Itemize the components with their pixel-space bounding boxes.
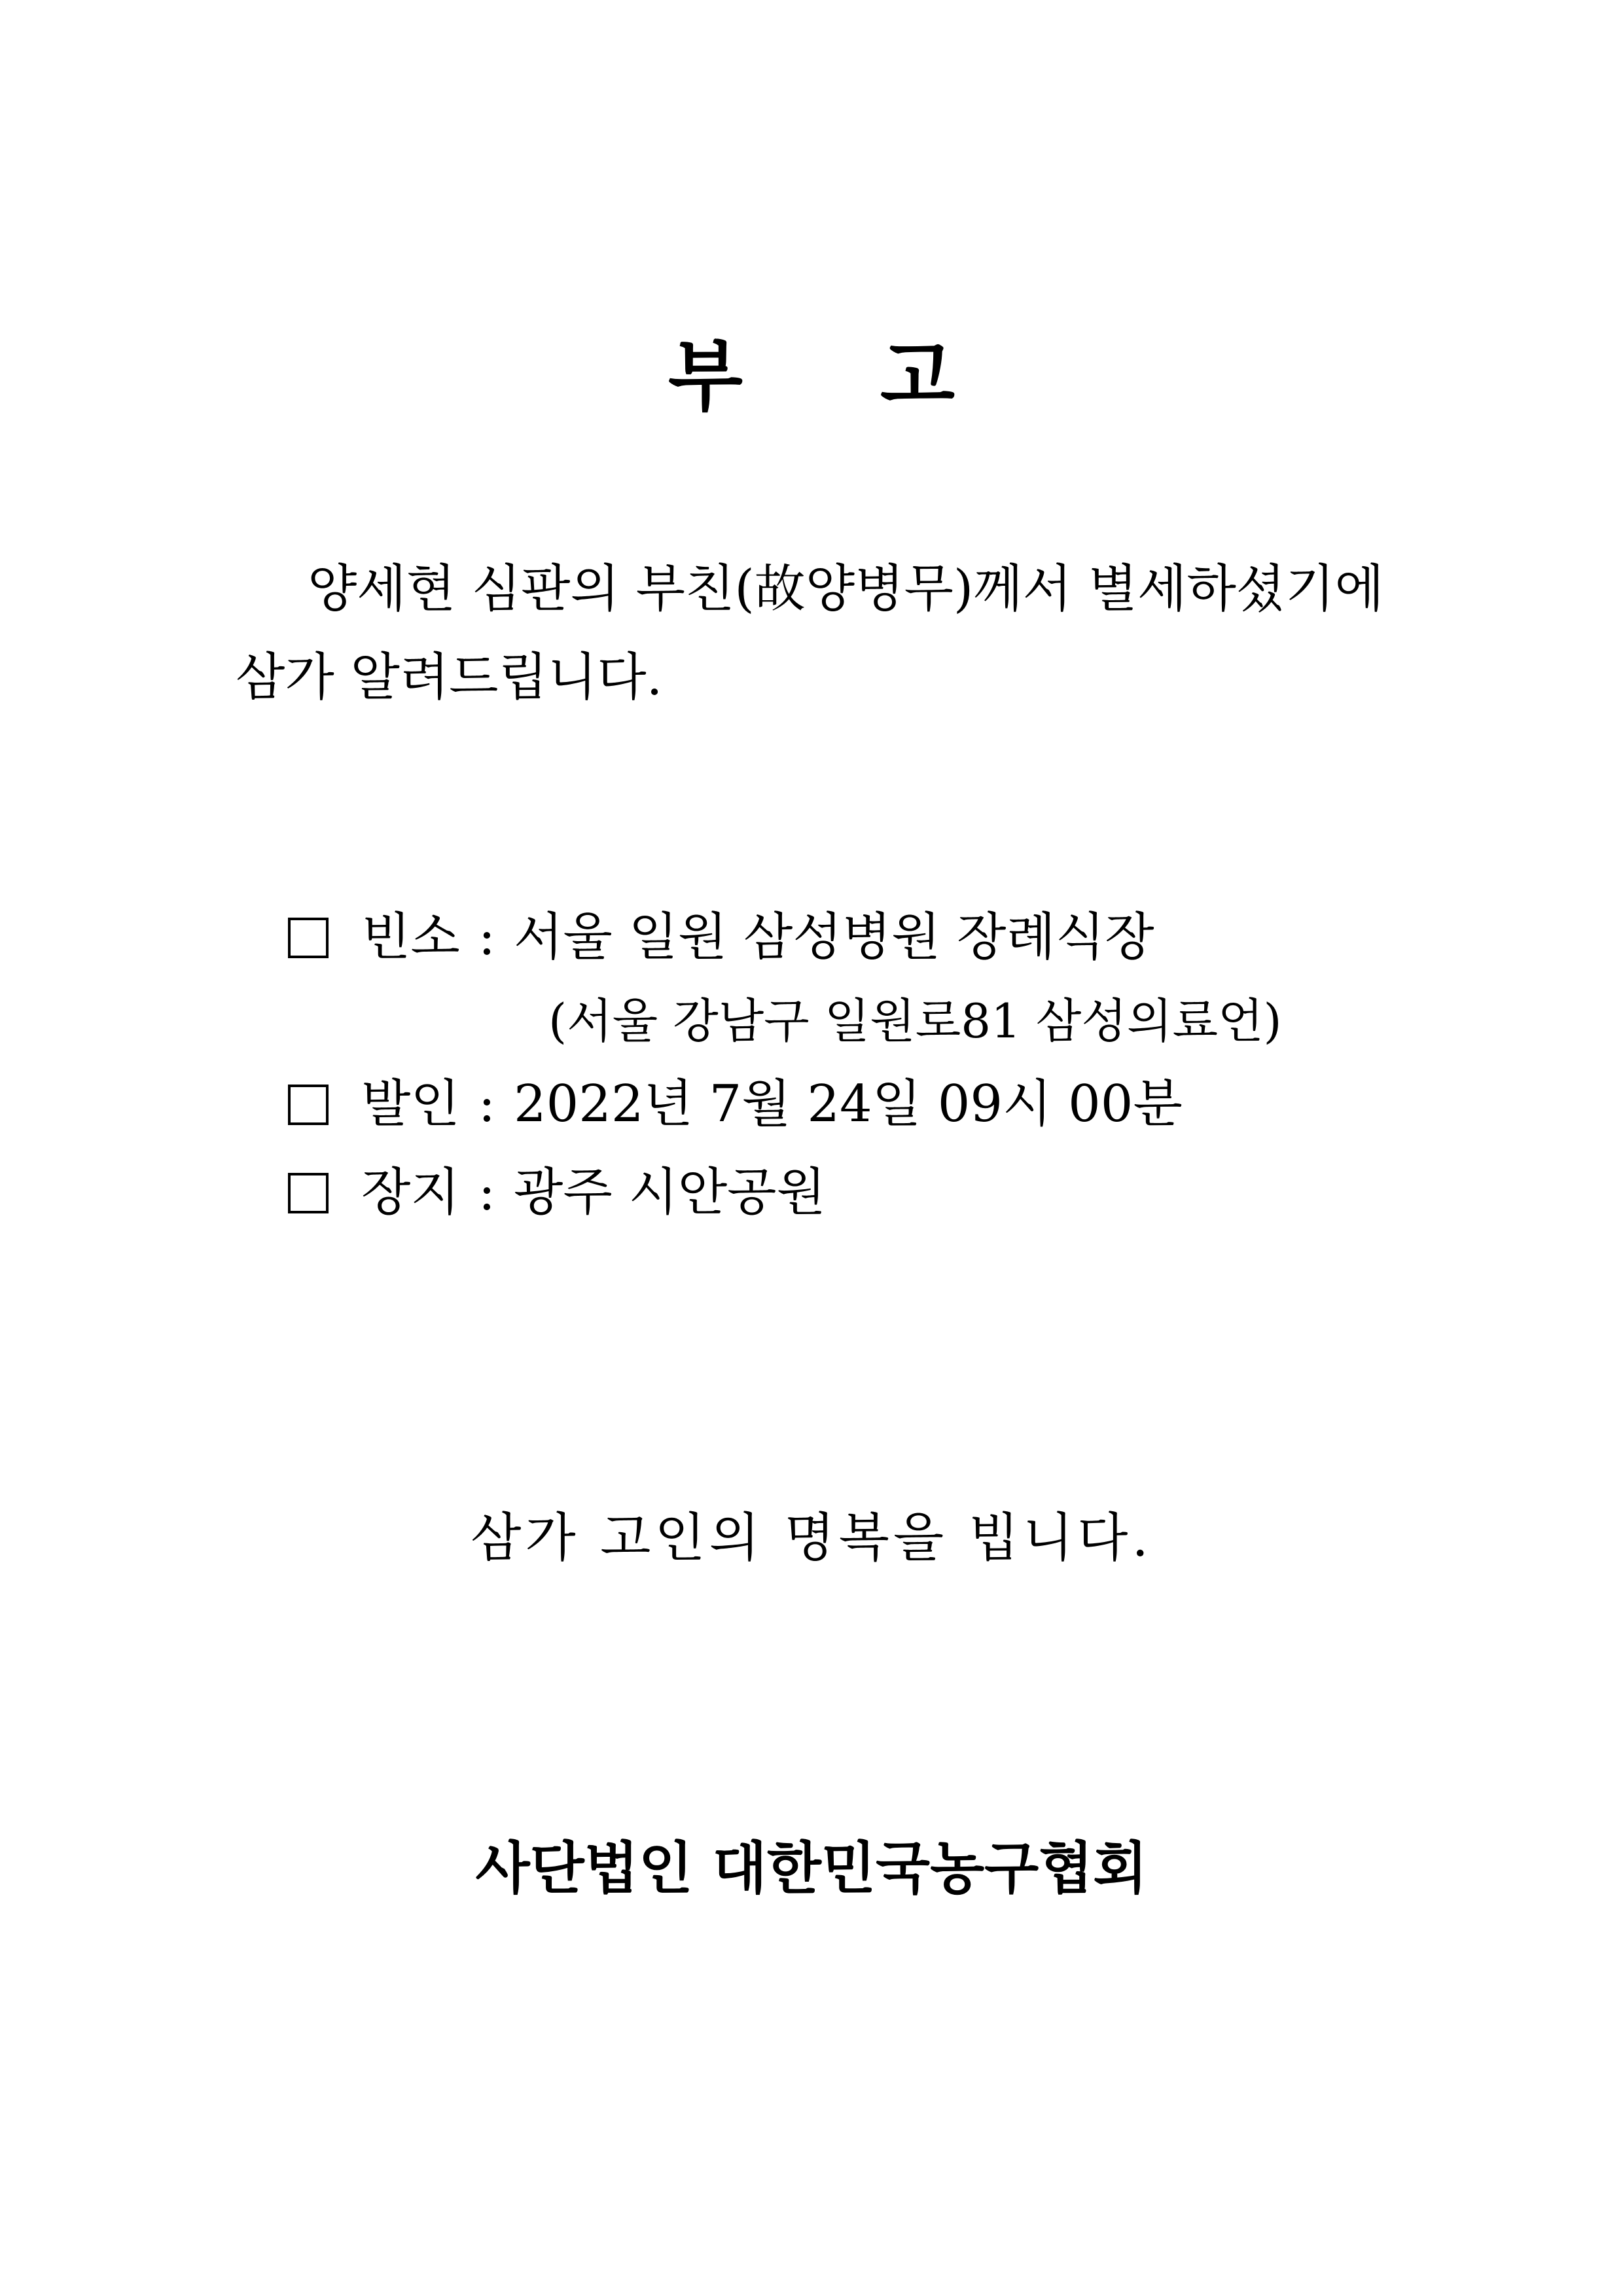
- burial-value: 광주 시안공원: [513, 1163, 826, 1222]
- venue-separator: :: [478, 908, 495, 967]
- venue-address: (서울 강남구 일원로81 삼성의료언): [548, 994, 1282, 1049]
- burial-item: [288, 1153, 826, 1232]
- organization-name: 사단법인 대한민국농구협회: [475, 1835, 1148, 1901]
- notice-line-2: 삼가 알려드립니다.: [236, 648, 663, 707]
- notice-line-1: 양세현 심판의 부친(故양병무)께서 별세하셨기에: [308, 560, 1384, 619]
- burial-separator: :: [478, 1163, 495, 1222]
- burial-label: 장지: [361, 1163, 460, 1222]
- departure-separator: :: [478, 1075, 495, 1134]
- departure-item: [288, 1065, 1183, 1143]
- venue-label: 빈소: [361, 908, 460, 967]
- checkbox-square-icon: [288, 1173, 329, 1213]
- venue-item: [288, 898, 1154, 977]
- closing-message: 삼가 고인의 명복을 빕니다.: [471, 1507, 1152, 1568]
- checkbox-square-icon: [288, 1085, 329, 1125]
- title-char-2: 고: [880, 331, 955, 422]
- document-title: [0, 331, 1623, 422]
- departure-label: 발인: [361, 1075, 460, 1134]
- departure-value: 2022년 7월 24일 09시 00분: [513, 1075, 1183, 1134]
- venue-value: 서울 일원 삼성병원 장례식장: [513, 908, 1154, 967]
- checkbox-square-icon: [288, 918, 329, 958]
- title-char-1: 부: [668, 331, 743, 422]
